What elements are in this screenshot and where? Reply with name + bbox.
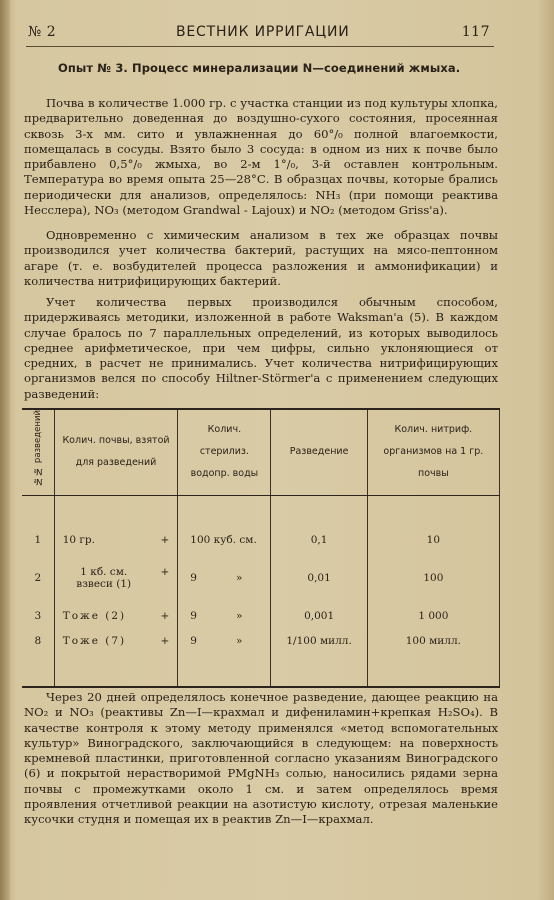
soil-amount: 1 кб. см. взвеси (1) xyxy=(76,565,132,590)
running-header xyxy=(28,24,490,46)
ditto-mark: » xyxy=(236,571,243,584)
table-row xyxy=(22,603,500,628)
plus-sign: + xyxy=(160,565,170,578)
column-header: №№ разведений xyxy=(22,410,54,495)
dilution-value: 0,1 xyxy=(271,527,367,552)
column-header: Колич. почвы, взятой для разведений xyxy=(54,410,178,495)
column-header: Колич. стерилиз. водопр. воды xyxy=(178,410,271,495)
paragraph: Учет количества первых производился обычным способом, придерживаясь методики, изложенной в работе Waksman'a (5). В каждом случае бралось по 7 параллельных определений, из которых выводилось среднее арифметическое, при чем цифры, сильно уклоняющиеся от средних, в расчет не принимались. Учет количества нитрифицирующих организмов велся по способу Hiltner-Störmer'a с применением следующих разведений: xyxy=(24,295,498,401)
journal-title: ВЕСТНИК ИРРИГАЦИИ xyxy=(176,24,350,40)
column-header: Колич. нитриф. организмов на 1 гр. почвы xyxy=(367,410,499,495)
table-row xyxy=(22,527,500,552)
water-amount: 9 xyxy=(190,571,197,584)
soil-amount: Тоже (2) xyxy=(62,609,127,622)
dilution-value: 0,01 xyxy=(271,553,367,604)
table-header-row xyxy=(22,410,500,495)
table-row xyxy=(22,629,500,654)
column-header: Разведение xyxy=(271,410,367,495)
dilution-value: 0,001 xyxy=(271,603,367,628)
organism-count: 100 xyxy=(367,553,499,604)
water-amount: 100 куб. см. xyxy=(190,533,257,546)
organism-count: 100 милл. xyxy=(367,629,499,654)
section-title: Опыт № 3. Процесс минерализации N—соединений жмыха. xyxy=(58,61,461,75)
water-amount: 9 xyxy=(190,609,197,622)
paragraph: Почва в количестве 1.000 гр. с участка станции из под культуры хлопка, предварительно доведенная до воздушно-сухого состояния, просеянная сквозь 3-х мм. сито и увлажненная до 60°/₀ полной влагоемкости, помещалась в сосуды. Взято было 3 сосуда: в одном из них к почве было прибавлено 0,5°/₀ жмыха, во 2-м 1°/₀, 3-й оставлен контрольным. Температура во время опыта 25—28°С. В образцах почвы, которые брались периодически для анализов, определялось: NH₃ (при помощи реактива Несслера), NO₃ (методом Grandwal - Lajoux) и NO₂ (методом Griss'a). xyxy=(24,96,498,218)
issue-number: № 2 xyxy=(28,24,57,40)
dilution-number: 8 xyxy=(34,635,42,648)
dilution-number: 1 xyxy=(34,533,42,546)
organism-count: 1 000 xyxy=(367,603,499,628)
dilution-value: 1/100 милл. xyxy=(271,629,367,654)
ditto-mark: » xyxy=(236,609,243,622)
soil-amount: 10 гр. xyxy=(62,533,95,546)
soil-amount: Тоже (7) xyxy=(62,635,127,648)
header-rule xyxy=(26,46,494,47)
dilution-number: 3 xyxy=(34,609,42,622)
dilution-table xyxy=(22,408,500,688)
plus-sign: + xyxy=(160,533,170,546)
binding-edge xyxy=(0,0,10,900)
page-number: 117 xyxy=(461,24,490,40)
paragraph: Через 20 дней определялось конечное разведение, дающее реакцию на NO₂ и NO₃ (реактивы Zn—I—крахмал и дифениламин+крепкая H₂SO₄). В качестве контроля к этому методу применялся «метод вспомогательных культур» Виноградского, заключающийся в следующем: на поверхность кремневой пластинки, приготовленной согласно указаниям Виноградского (6) и покрытой нерастворимой PMgNH₃ солью, наносились рядами зерна почвы с промежутками около 1 см. и затем определялось время проявления отчетливой реакции на азотистую кислоту, отрезая маленькие кусочки студня и помещая их в реактив Zn—I—крахмал. xyxy=(24,690,498,827)
plus-sign: + xyxy=(160,609,170,622)
paragraph: Одновременно с химическим анализом в тех же образцах почвы производился учет количества бактерий, растущих на мясо-пептонном агаре (т. е. возбудителей процесса разложения и аммонификации) и количества нитрифицирующих бактерий. xyxy=(24,228,498,288)
table-row xyxy=(22,553,500,604)
ditto-mark: » xyxy=(236,635,243,648)
plus-sign: + xyxy=(160,635,170,648)
water-amount: 9 xyxy=(190,635,197,648)
organism-count: 10 xyxy=(367,527,499,552)
dilution-number: 2 xyxy=(34,571,42,584)
